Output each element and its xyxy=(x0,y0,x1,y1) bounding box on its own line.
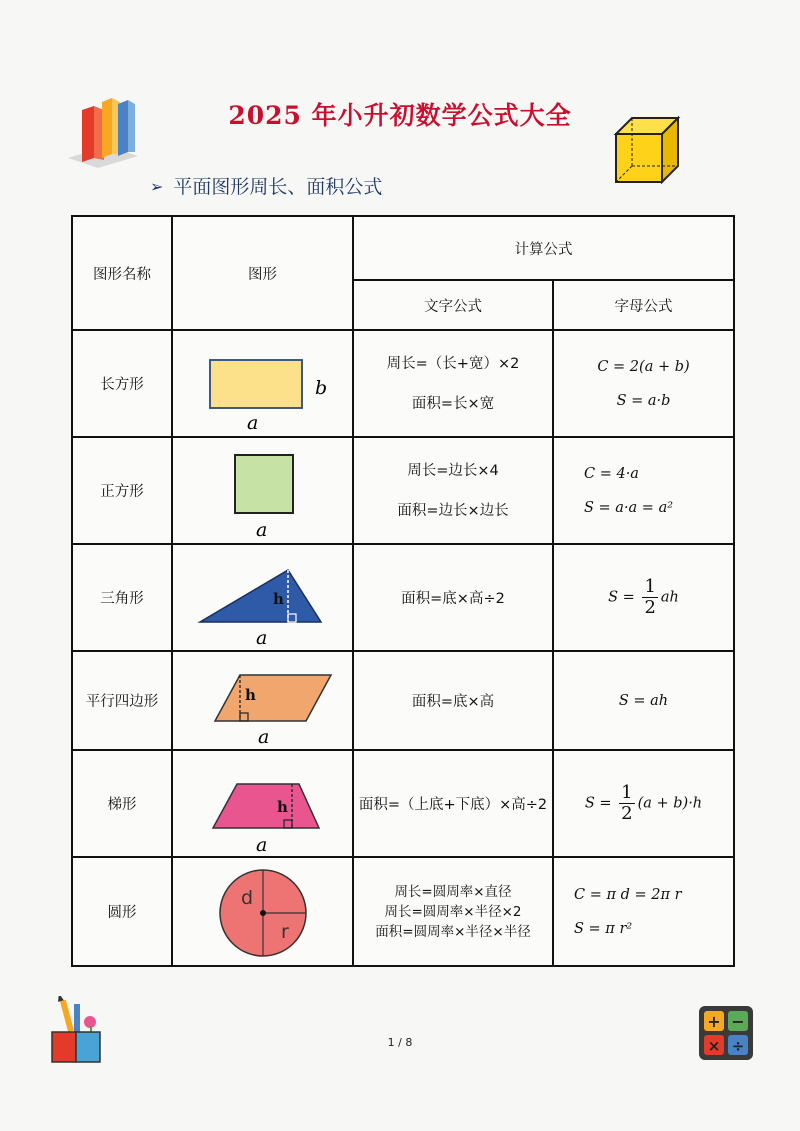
svg-text:−: − xyxy=(731,1012,745,1031)
triangle-shape xyxy=(200,570,321,622)
table-header-row xyxy=(72,216,734,280)
arrow-bullet-icon: ➢ xyxy=(150,177,164,196)
word-formula-line: 周长=边长×4 xyxy=(407,462,499,479)
letter-formula-cell xyxy=(553,857,734,966)
figure-cell xyxy=(172,437,353,544)
triangle-figure xyxy=(173,548,354,648)
fraction-denominator: 2 xyxy=(644,597,656,618)
label-r: r xyxy=(281,920,289,943)
parallelogram-figure xyxy=(173,655,354,747)
page-number: 1 / 8 xyxy=(387,1036,413,1049)
word-formula-cell xyxy=(353,544,553,651)
letter-formula-line: C = 2(a + b) xyxy=(597,358,690,375)
figure-cell xyxy=(172,857,353,966)
table-row xyxy=(72,330,734,437)
square-figure xyxy=(173,441,354,541)
letter-formula-suffix: (a + b)·h xyxy=(637,795,703,812)
fraction-numerator: 1 xyxy=(621,782,633,803)
shape-name: 平行四边形 xyxy=(72,651,172,750)
svg-text:÷: ÷ xyxy=(731,1037,745,1055)
fraction xyxy=(642,577,657,618)
center-point xyxy=(260,910,266,916)
header-formula: 计算公式 xyxy=(353,216,734,280)
letter-formula-cell xyxy=(553,544,734,651)
section-heading-text: 平面图形周长、面积公式 xyxy=(173,176,383,198)
word-formula-line: 周长=圆周率×直径 xyxy=(394,883,512,900)
table-row xyxy=(72,750,734,857)
trapezoid-figure xyxy=(173,754,354,854)
word-formula-line: 面积=边长×边长 xyxy=(397,502,509,519)
letter-formula-line: S = π r² xyxy=(574,920,633,937)
label-b: b xyxy=(315,376,328,399)
shape-name: 梯形 xyxy=(72,750,172,857)
word-formula-line: 面积=长×宽 xyxy=(411,395,495,412)
word-formula-cell xyxy=(353,651,553,750)
letter-formula-cell xyxy=(553,750,734,857)
letter-formula-suffix: ah xyxy=(660,589,679,606)
rectangle-figure xyxy=(173,334,354,434)
label-h: h xyxy=(245,685,256,704)
word-formula-line: 面积=底×高÷2 xyxy=(401,591,505,607)
label-h: h xyxy=(277,797,288,816)
header-letter-formula: 字母公式 xyxy=(553,280,734,330)
label-a: a xyxy=(256,518,268,541)
shape-name: 三角形 xyxy=(72,544,172,651)
label-a: a xyxy=(247,411,259,434)
label-a: a xyxy=(258,725,270,747)
word-formula-cell xyxy=(353,437,553,544)
label-a: a xyxy=(256,833,268,854)
pencil-cup-icon xyxy=(46,996,108,1066)
label-a: a xyxy=(256,626,268,648)
label-d: d xyxy=(241,886,254,909)
page-title: 2025 年小升初数学公式大全 xyxy=(228,101,572,130)
word-formula-line: 面积=（上底+下底）×高÷2 xyxy=(358,797,548,813)
figure-cell xyxy=(172,750,353,857)
shape-name: 圆形 xyxy=(72,857,172,966)
letter-formula-line: S = a·b xyxy=(616,392,671,409)
letter-formula-cell xyxy=(553,651,734,750)
word-formula-line: 周长=（长+宽）×2 xyxy=(386,355,520,372)
letter-formula-line: S = ah xyxy=(618,692,669,709)
table-row xyxy=(72,651,734,750)
letter-formula-line: C = 4·a xyxy=(584,465,639,482)
word-formula-line: 面积=底×高 xyxy=(411,694,495,710)
letter-formula-prefix: S = xyxy=(584,795,617,812)
letter-formula-cell xyxy=(553,330,734,437)
letter-formula-line: S = a·a = a² xyxy=(584,499,674,516)
circle-figure xyxy=(173,860,354,964)
letter-formula-prefix: S = xyxy=(608,589,640,606)
table-row xyxy=(72,857,734,966)
square-shape xyxy=(235,455,293,513)
shape-name: 长方形 xyxy=(72,330,172,437)
fraction-denominator: 2 xyxy=(621,803,633,824)
figure-cell xyxy=(172,544,353,651)
word-formula-cell xyxy=(353,330,553,437)
figure-cell xyxy=(172,651,353,750)
letter-formula-cell xyxy=(553,437,734,544)
svg-text:+: + xyxy=(707,1012,721,1031)
word-formula-line: 面积=圆周率×半径×半径 xyxy=(375,923,531,940)
trapezoid-shape xyxy=(213,784,319,828)
word-formula-cell xyxy=(353,750,553,857)
table-row xyxy=(72,544,734,651)
parallelogram-shape xyxy=(215,675,331,721)
header-shape-name: 图形名称 xyxy=(72,216,172,330)
letter-formula-line: C = π d = 2π r xyxy=(574,886,682,903)
header-figure: 图形 xyxy=(172,216,353,330)
fraction-numerator: 1 xyxy=(644,576,656,597)
word-formula-cell xyxy=(353,857,553,966)
calculator-icon xyxy=(698,1005,754,1061)
word-formula-line: 周长=圆周率×半径×2 xyxy=(384,903,522,920)
header-word-formula: 文字公式 xyxy=(353,280,553,330)
table-row xyxy=(72,437,734,544)
label-h: h xyxy=(273,589,284,608)
shape-name: 正方形 xyxy=(72,437,172,544)
figure-cell xyxy=(172,330,353,437)
formula-table xyxy=(71,215,735,967)
rectangle-shape xyxy=(210,360,302,408)
fraction xyxy=(619,783,634,824)
svg-text:×: × xyxy=(707,1037,721,1055)
section-heading xyxy=(150,172,382,199)
